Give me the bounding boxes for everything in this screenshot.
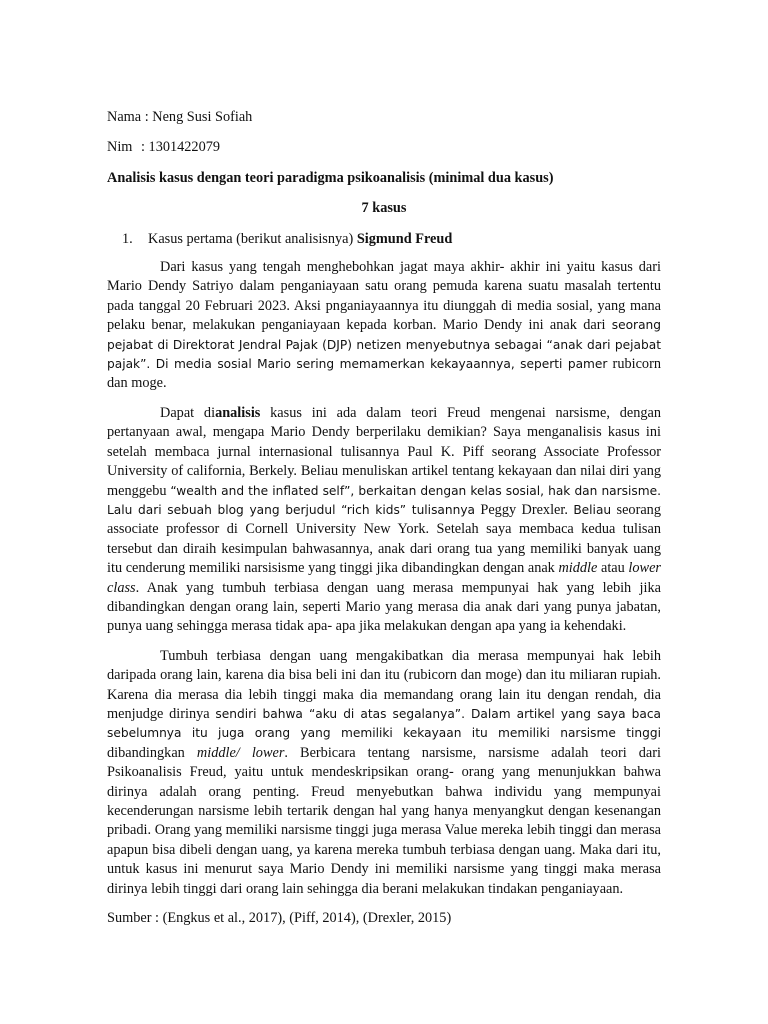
paragraph-1 <box>107 258 661 394</box>
p2-italic-2: lower class <box>107 560 661 596</box>
p2-text-h: . Anak yang tumbuh terbiasa dengan uang merasa mempunyai hak yang lebih jika dibandingkan dengan orang lain, seperti Mario yang merasa dia anak dari yang punya jabatan, punya uang sehingga merasa tidak apa- apa jika melakukan dengan apa yang ia kehendaki. <box>107 579 661 635</box>
p2-bold: analisis <box>215 404 261 421</box>
p2-text-d: Peggy Drexler. <box>475 501 574 518</box>
p3-text-c: dibandingkan <box>107 744 197 761</box>
nim-label: Nim <box>107 139 133 156</box>
student-name: Nama : Neng Susi Sofiah <box>107 109 253 125</box>
p1-text-a: Dari kasus yang tengah menghebohkan jagat maya akhir- akhir ini yaitu kasus dari Mario Dendy Satriyo dalam penganiayaan satu orang pemuda karena suatu masalah tertentu pada tanggal 20 Februari 2023. Aksi pnganiayaannya itu diunggah di media sosial, yang mana pelaku benar, melakukan penganiayaan kepada korban. Mario Dendy ini anak dari <box>107 259 661 334</box>
p3-italic-1: middle/ lower <box>196 744 285 761</box>
student-nim <box>107 138 661 157</box>
document-body <box>107 108 661 928</box>
paragraph-3 <box>107 647 661 899</box>
p3-text-b: sendiri bahwa “aku di atas segalanya”. Dalam artikel yang saya baca sebelumnya itu juga orang yang memiliki kekayaan itu memiliki narsisme tinggi <box>107 706 661 741</box>
p2-text-c: “wealth and the inflated self”, berkaitan dengan kelas sosial, hak dan narsisme. Lalu dari sebuah blog yang berjudul “rich kids” tulisannya <box>107 483 661 517</box>
sources: Sumber : (Engkus et al., 2017), (Piff, 2014), (Drexler, 2015) <box>107 910 452 927</box>
p1-text-b: seorang pejabat di Direktorat Jendral Pajak (DJP) netizen menyebutnya sebagai “anak dari pejabat pajak”. Di media sosial Mario sering memamerkan kekayaannya, seperti pamer <box>107 318 661 372</box>
p2-text-g: atau <box>597 560 629 577</box>
paragraph-2 <box>107 404 661 637</box>
p3-text-d: . Berbicara tentang narsisme, narsisme adalah teori dari Psikoanalisis Freud, yaitu untuk mendeskripsikan orang- orang yang menunjukkan bahwa dirinya adalah orang penting. Freud menyebutkan bahwa individu yang mempunyai kecenderungan narsisme lebih tertarik dengan hal yang hanya menyangkut dengan kesenangan pribadi. Orang yang memiliki narsisme tinggi juga merasa Value mereka lebih tinggi dan merasa apapun bisa dibeli dengan uang, ya karena mereka tumbuh terbiasa dengan uang. Maka dari itu, untuk kasus ini menurut saya Mario Dendy ini memiliki narsisme yang tinggi maka merasa dirinya lebih tinggi dari orang lain sehingga dia berani melakukan tindakan penganiayaan. <box>107 744 661 897</box>
list-item-case-one <box>107 230 661 249</box>
nim-value: : 1301422079 <box>141 139 221 156</box>
list-number: 1. <box>122 230 133 247</box>
p3-text-a: Tumbuh terbiasa dengan uang mengakibatkan dia merasa mempunyai hak lebih daripada orang lain, karena dia bisa beli ini dan itu (rubicorn dan moge) dan itu miliaran rupiah. Karena dia merasa dia lebih tinggi maka dia memandang orang lain itu dengan rendah, dia menjudge dirinya <box>107 647 661 722</box>
p1-text-c: rubicorn dan moge. <box>107 356 661 392</box>
assignment-title: Analisis kasus dengan teori paradigma psikoanalisis (minimal dua kasus) <box>107 169 554 186</box>
list-text: Kasus pertama (berikut analisisnya) <box>148 230 357 247</box>
list-bold-text: Sigmund Freud <box>356 230 453 247</box>
p2-text-b: kasus ini ada dalam teori Freud mengenai narsisme, dengan pertanyaan awal, mengapa Mario Dendy berperilaku demikian? Saya menganalisis kasus ini setelah membaca jurnal internasional tulisannya Paul K. Piff seorang Associate Professor University of california, Berkely. Beliau menuliskan artikel tentang kekayaan dan nilai diri yang menggebu <box>107 404 661 499</box>
p2-text-f: seorang associate professor di Cornell University New York. Setelah saya membaca kedua tulisan tersebut dan diraih kesimpulan bahwasannya, anak dari orang tua yang memiliki banyak uang itu cenderung memiliki narsisisme yang tinggi jika dibandingkan dengan anak <box>107 501 661 577</box>
p2-italic-1: middle <box>558 560 598 577</box>
p2-text-a: Dapat di <box>160 404 216 421</box>
assignment-subtitle: 7 kasus <box>361 200 407 217</box>
p2-text-e: Beliau <box>573 502 612 517</box>
